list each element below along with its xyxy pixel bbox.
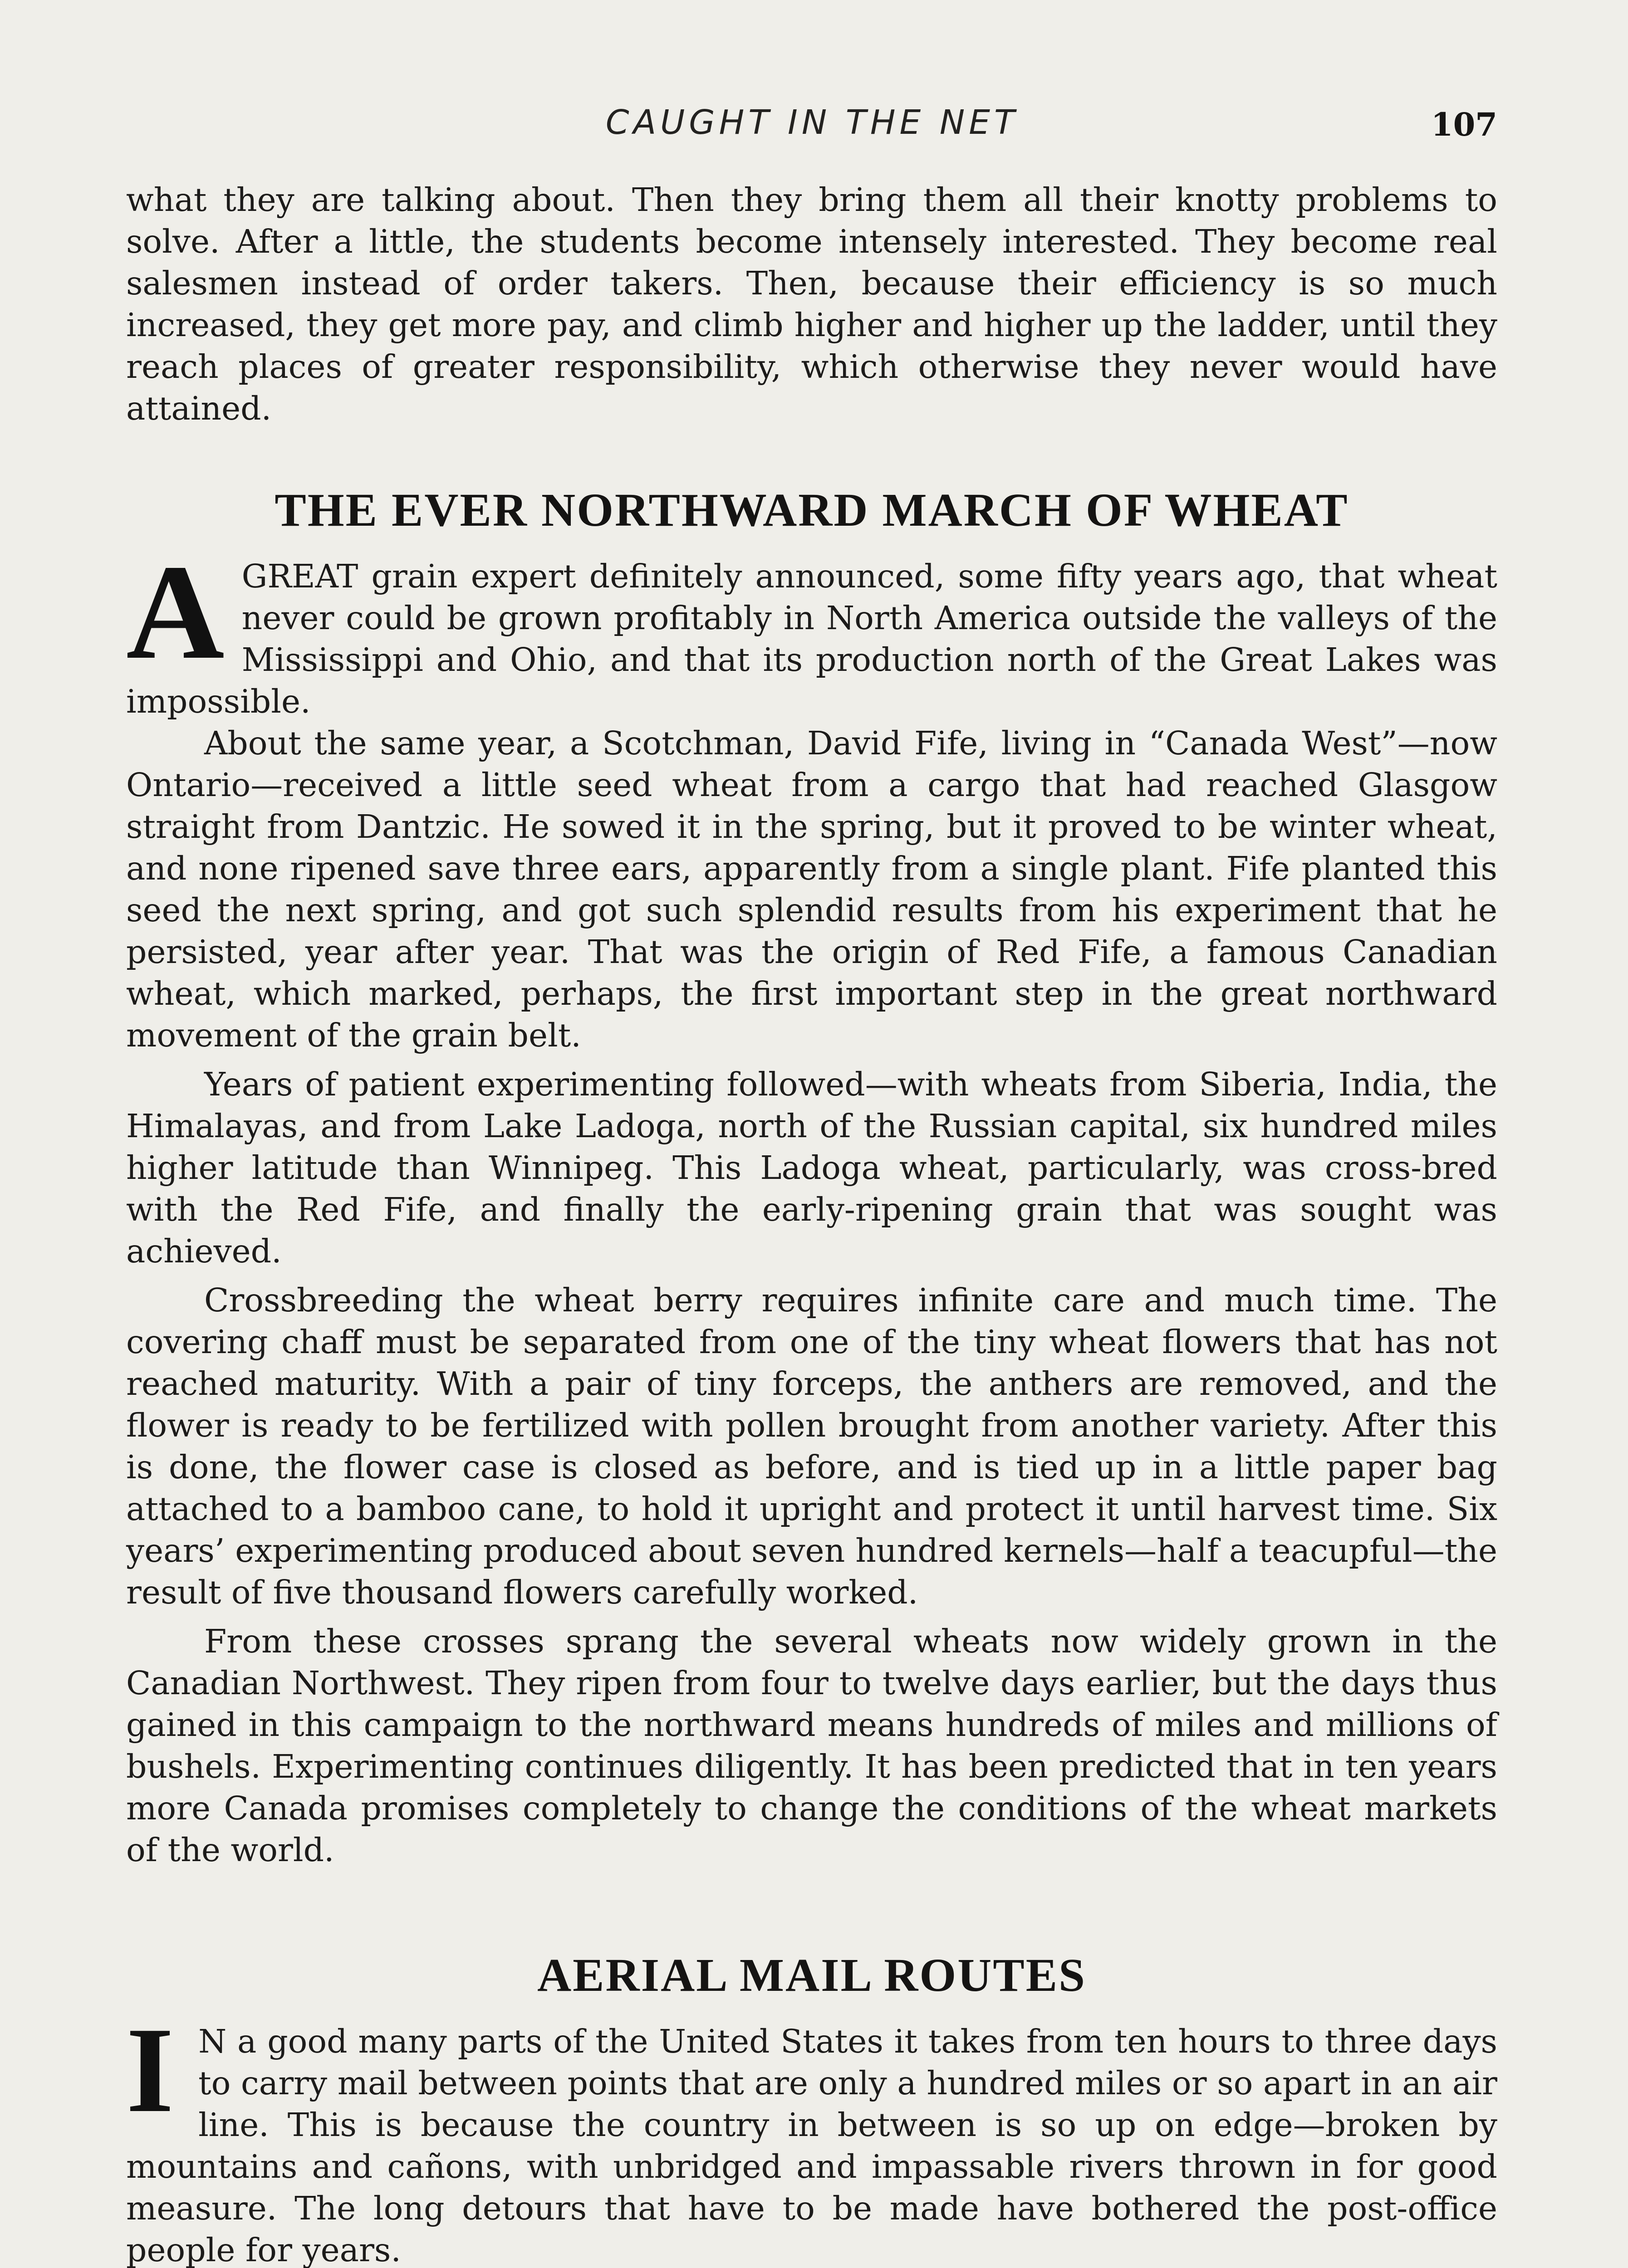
article-paragraph: Crossbreeding the wheat berry requires infinite care and much time. The covering chaff must be separated from one of the tiny wheat flowers that has not reached maturity. With a pair of tiny forceps, the anthers are removed, and the flower is ready to be fertilized with pollen brought from another variety. After this is done, the flower case is closed as before, and is tied up in a little paper bag attached to a bamboo cane, to hold it upright and protect it until harvest time. Six years’ experimenting produced about seven hundred kernels—half a teacupful—the result of five thousand flowers carefully worked.: [126, 1281, 1497, 1611]
running-head: [127, 98, 1497, 147]
running-title: CAUGHT IN THE NET: [605, 103, 1019, 142]
article-paragraph-first: [126, 2002, 1497, 2268]
continuation-block: [126, 179, 1497, 430]
article-body-wheat: [126, 537, 1497, 1871]
page-number: 107: [1431, 106, 1497, 143]
continuation-paragraph: what they are talking about. Then they bring them all their knotty problems to solve. After a little, the students become intensely interested. They become real salesmen instead of order takers. Then, because their efficiency is so much increased, they get more pay, and climb higher and higher up the ladder, until they reach places of greater responsibility, which otherwise they never would have attained.: [126, 181, 1497, 427]
article-title-wheat: THE EVER NORTHWARD MARCH OF WHEAT: [275, 484, 1349, 536]
drop-cap-i: I: [126, 2002, 174, 2138]
article-title-aerial-mail: AERIAL MAIL ROUTES: [537, 1949, 1086, 2001]
article-paragraph: From these crosses sprang the several wheats now widely grown in the Canadian Northwest. They ripen from four to twelve days earlier, but the days thus gained in this campaign to the northward means hundreds of miles and millions of bushels. Experimenting continues diligently. It has been predicted that in ten years more Canada promises completely to change the conditions of the wheat markets of the world.: [126, 1623, 1497, 1869]
paragraph-text: GREAT grain expert definitely announced, some fifty years ago, that wheat never could be grown profitably in North America outside the valleys of the Mississippi and Ohio, and that its production north of the Great Lakes was impossible.: [126, 557, 1497, 720]
article-paragraph-first: [126, 537, 1497, 723]
paragraph-text: N a good many parts of the United States it takes from ten hours to three days to carry mail between points that are only a hundred miles or so apart in an air line. This is because the country in between is so up on edge—broken by mountains and cañons, with unbridged and impassable rivers thrown in for good measure. The long detours that have to be made have bothered the post-office people for years.: [126, 2023, 1497, 2268]
article-body-aerial-mail: [126, 2002, 1497, 2268]
article-paragraph: Years of patient experimenting followed—with wheats from Siberia, India, the Himalayas, and from Lake Ladoga, north of the Russian capital, six hundred miles higher latitude than Winnipeg. This Ladoga wheat, particularly, was cross-bred with the Red Fife, and finally the early-ripening grain that was sought was achieved.: [126, 1066, 1497, 1270]
drop-cap-a: A: [126, 537, 225, 687]
article-paragraph: About the same year, a Scotchman, David Fife, living in “Canada West”—now Ontario—received a little seed wheat from a cargo that had reached Glasgow straight from Dantzic. He sowed it in the spring, but it proved to be winter wheat, and none ripened save three ears, apparently from a single plant. Fife planted this seed the next spring, and got such splendid results from his experiment that he persisted, year after year. That was the origin of Red Fife, a famous Canadian wheat, which marked, perhaps, the first important step in the great northward movement of the grain belt.: [126, 724, 1497, 1054]
